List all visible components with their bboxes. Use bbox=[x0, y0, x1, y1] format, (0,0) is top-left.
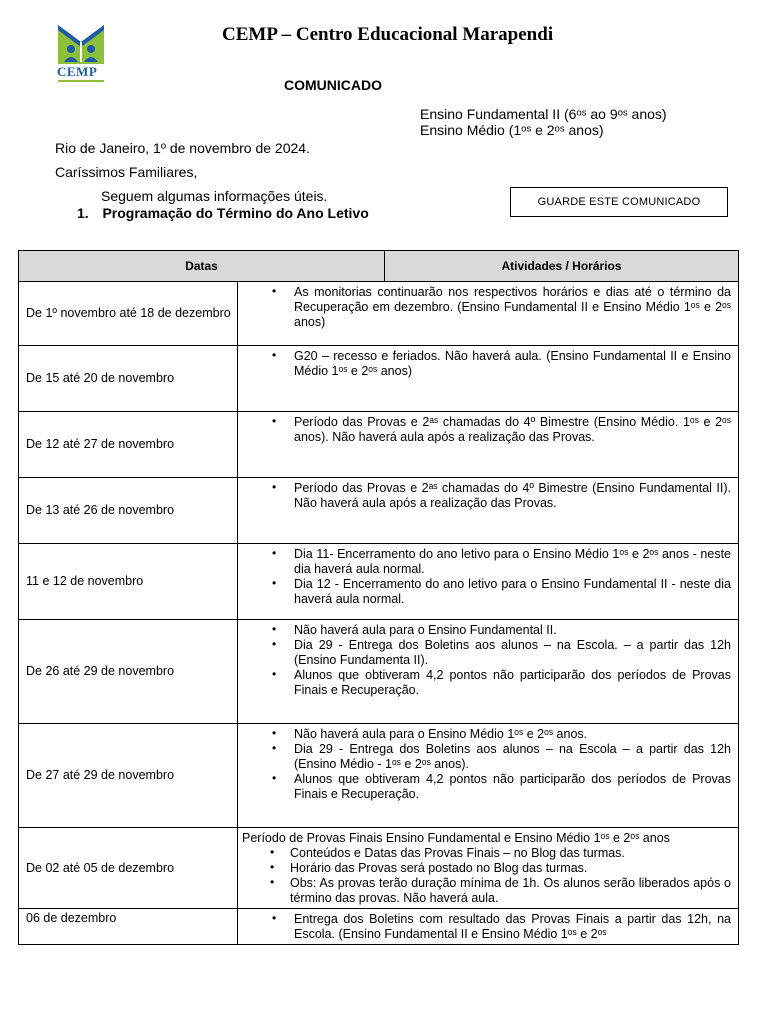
activity-item: • Não haverá aula para o Ensino Médio 1ᵒˢ e 2ᵒˢ anos. bbox=[242, 727, 731, 742]
row-date: De 1º novembro até 18 de dezembro bbox=[19, 282, 238, 346]
activity-item: • Dia 11- Encerramento do ano letivo para o Ensino Médio 1ᵒˢ e 2ᵒˢ anos - neste dia haverá aula normal. bbox=[242, 547, 731, 577]
logo-text: CEMP bbox=[57, 64, 98, 79]
row-activities bbox=[238, 346, 739, 412]
date-line: Rio de Janeiro, 1º de novembro de 2024. bbox=[55, 140, 310, 156]
table-row bbox=[19, 724, 739, 828]
header-dates: Datas bbox=[19, 251, 385, 282]
level-fundamental: Ensino Fundamental II (6ᵒˢ ao 9ᵒˢ anos) bbox=[420, 106, 667, 122]
activity-item: • Período das Provas e 2ᵃˢ chamadas do 4º Bimestre (Ensino Fundamental II). Não haverá aula após a realização das Provas. bbox=[242, 481, 731, 511]
table-row bbox=[19, 620, 739, 724]
activity-item: • Alunos que obtiveram 4,2 pontos não participarão dos períodos de Provas Finais e Recuperação. bbox=[242, 668, 731, 698]
school-name: CEMP – Centro Educacional Marapendi bbox=[222, 24, 554, 45]
row-date: 06 de dezembro bbox=[19, 909, 238, 945]
row-date: De 15 até 20 de novembro bbox=[19, 346, 238, 412]
row-date: 11 e 12 de novembro bbox=[19, 544, 238, 620]
table-row bbox=[19, 346, 739, 412]
row-date: De 13 até 26 de novembro bbox=[19, 478, 238, 544]
activity-item: • Alunos que obtiveram 4,2 pontos não participarão dos períodos de Provas Finais e Recuperação. bbox=[242, 772, 731, 802]
row-activities bbox=[238, 620, 739, 724]
row-activities bbox=[238, 724, 739, 828]
section-heading bbox=[77, 205, 369, 221]
row-activities bbox=[238, 478, 739, 544]
lead-text: Seguem algumas informações úteis. bbox=[101, 188, 328, 204]
table-header-row bbox=[19, 251, 739, 282]
section-title: Programação do Término do Ano Letivo bbox=[102, 205, 369, 221]
row-date: De 02 até 05 de dezembro bbox=[19, 828, 238, 909]
row-activities bbox=[238, 828, 739, 909]
table-row bbox=[19, 828, 739, 909]
schedule-table bbox=[18, 250, 739, 945]
activity-item: • Dia 29 - Entrega dos Boletins aos alunos – na Escola. – a partir das 12h (Ensino Fundamenta II). bbox=[242, 638, 731, 668]
table-row bbox=[19, 412, 739, 478]
activity-item: • Horário das Provas será postado no Blog das turmas. bbox=[242, 861, 731, 876]
table-row bbox=[19, 544, 739, 620]
row-date: De 26 até 29 de novembro bbox=[19, 620, 238, 724]
notice-box bbox=[510, 187, 728, 217]
greeting: Caríssimos Familiares, bbox=[55, 164, 198, 180]
school-logo bbox=[56, 24, 106, 82]
activity-item: • Dia 29 - Entrega dos Boletins aos alunos – na Escola – a partir das 12h (Ensino Médio - 1ᵒˢ e 2ᵒˢ anos). bbox=[242, 742, 731, 772]
activity-item: • Dia 12 - Encerramento do ano letivo para o Ensino Fundamental II - neste dia haverá aula normal. bbox=[242, 577, 731, 607]
row-activities bbox=[238, 282, 739, 346]
table-row bbox=[19, 909, 739, 945]
activity-item: • Obs: As provas terão duração mínima de 1h. Os alunos serão liberados após o término das provas. Não haverá aula. bbox=[242, 876, 731, 906]
activity-heading: Período de Provas Finais Ensino Fundamental e Ensino Médio 1ᵒˢ e 2ᵒˢ anos bbox=[242, 831, 670, 845]
row-activities bbox=[238, 544, 739, 620]
levels-block bbox=[420, 106, 667, 138]
table-row bbox=[19, 282, 739, 346]
activity-item: • As monitorias continuarão nos respectivos horários e dias até o término da Recuperação em dezembro. (Ensino Fundamental II e Ensino Médio 1ᵒˢ e 2ᵒˢ anos) bbox=[242, 285, 731, 330]
table-row bbox=[19, 478, 739, 544]
row-date: De 27 até 29 de novembro bbox=[19, 724, 238, 828]
row-date: De 12 até 27 de novembro bbox=[19, 412, 238, 478]
activity-item: • Não haverá aula para o Ensino Fundamental II. bbox=[242, 623, 731, 638]
notice-box-label: GUARDE ESTE COMUNICADO bbox=[537, 196, 701, 208]
document-type: COMUNICADO bbox=[284, 77, 382, 93]
level-medio: Ensino Médio (1ᵒˢ e 2ᵒˢ anos) bbox=[420, 122, 604, 138]
activity-item: • Período das Provas e 2ᵃˢ chamadas do 4º Bimestre (Ensino Médio. 1ᵒˢ e 2ᵒˢ anos). Não haverá aula após a realização das Provas. bbox=[242, 415, 731, 445]
activity-item: • G20 – recesso e feriados. Não haverá aula. (Ensino Fundamental II e Ensino Médio 1ᵒˢ e 2ᵒˢ anos) bbox=[242, 349, 731, 379]
section-number: 1. bbox=[77, 205, 89, 221]
activity-item: • Entrega dos Boletins com resultado das Provas Finais a partir das 12h, na Escola. (Ensino Fundamental II e Ensino Médio 1ᵒˢ e 2ᵒˢ bbox=[242, 912, 731, 942]
header-activities: Atividades / Horários bbox=[385, 251, 739, 282]
activity-item: • Conteúdos e Datas das Provas Finais – no Blog das turmas. bbox=[242, 846, 731, 861]
row-activities bbox=[238, 909, 739, 945]
row-activities bbox=[238, 412, 739, 478]
